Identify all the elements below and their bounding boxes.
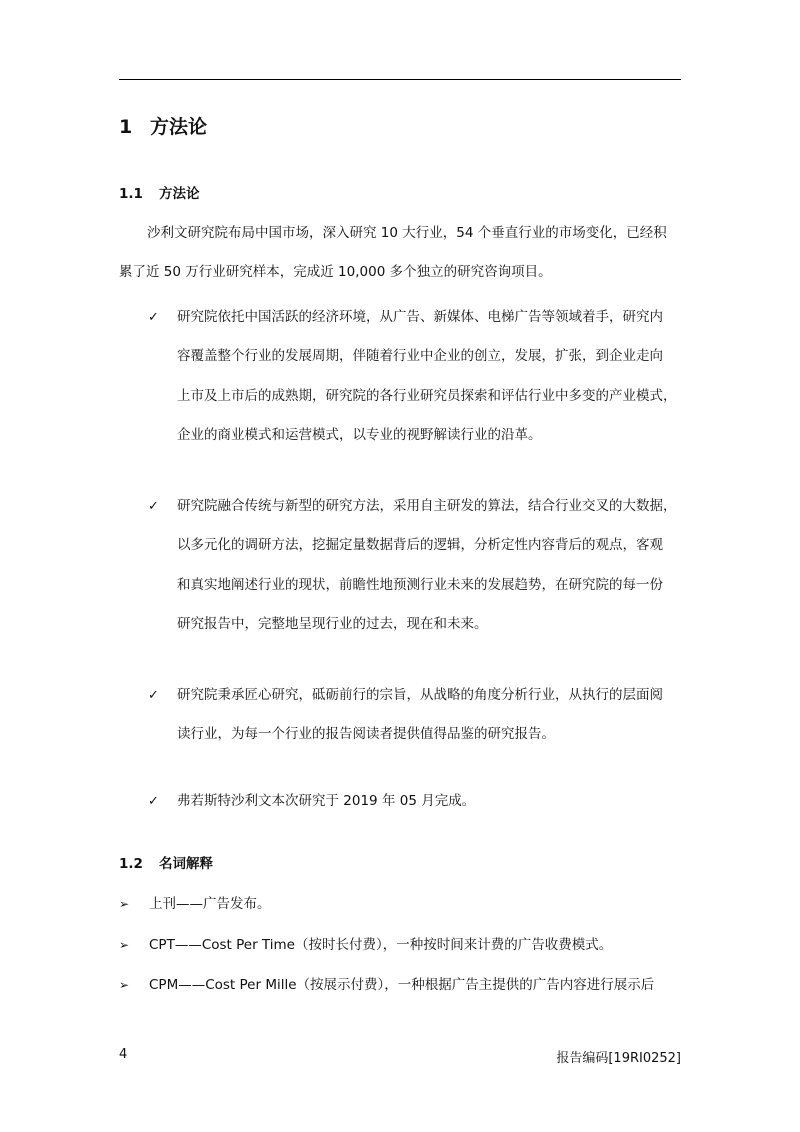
text-line: 上市及上市后的成熟期，研究院的各行业研究员探索和评估行业中多变的产业模式，: [177, 387, 677, 404]
text-line: 研究报告中，完整地呈现行业的过去，现在和未来。: [177, 615, 488, 632]
section-title: 方法论: [159, 186, 200, 202]
checklist-item: [148, 298, 684, 456]
checklist-item-text: [177, 676, 684, 755]
term-item: [119, 975, 684, 995]
page-number: 4: [119, 1047, 128, 1062]
text-line: 容覆盖整个行业的发展周期，伴随着行业中企业的创立，发展，扩张，到企业走向: [177, 348, 663, 365]
check-icon: ✓: [148, 688, 159, 703]
header-rule: [119, 79, 681, 80]
intro-paragraph: [119, 214, 684, 292]
text-line: 企业的商业模式和运营模式，以专业的视野解读行业的沿革。: [177, 426, 542, 443]
text-line: 研究院融合传统与新型的研究方法，采用自主研发的算法，结合行业交叉的大数据，: [177, 498, 677, 514]
section-title: 名词解释: [159, 856, 213, 872]
arrow-bullet-icon: ➢: [119, 938, 130, 952]
check-icon: ✓: [148, 499, 159, 514]
report-code: 报告编码[19RI0252]: [556, 1051, 681, 1066]
checklist-item-text: [177, 298, 684, 455]
term-text: CPT——Cost Per Time（按时长付费），一种按时间来计费的广告收费模式。: [149, 937, 613, 953]
arrow-bullet-icon: ➢: [119, 897, 130, 911]
text-line: 研究院秉承匠心研究，砥砺前行的宗旨，从战略的角度分析行业，从执行的层面阅: [177, 687, 663, 703]
text-line: 研究院依托中国活跃的经济环境，从广告、新媒体、电梯广告等领域着手，研究内: [177, 309, 663, 325]
text-line: 弗若斯特沙利文本次研究于 2019 年 05 月完成。: [177, 793, 476, 809]
check-icon: ✓: [148, 794, 159, 809]
term-text: CPM——Cost Per Mille（按展示付费），一种根据广告主提供的广告内容进行展示后: [149, 977, 655, 993]
text-line: 读行业，为每一个行业的报告阅读者提供值得品鉴的研究报告。: [177, 726, 555, 743]
arrow-bullet-icon: ➢: [119, 978, 130, 992]
checklist-item-text: [177, 487, 684, 644]
check-icon: ✓: [148, 310, 159, 325]
section-number: 1.2: [119, 856, 143, 872]
intro-line: 沙利文研究院布局中国市场，深入研究 10 大行业，54 个垂直行业的市场变化，已经积: [147, 225, 667, 241]
section-number: 1: [119, 116, 133, 138]
checklist-item: [148, 676, 684, 756]
section-heading-1: [119, 112, 207, 139]
term-item: [119, 935, 684, 955]
term-item: [119, 894, 684, 914]
text-line: 以多元化的调研方法，挖掘定量数据背后的逻辑，分析定性内容背后的观点，客观: [177, 537, 663, 554]
text-line: 和真实地阐述行业的现状，前瞻性地预测行业未来的发展趋势，在研究院的每一份: [177, 576, 663, 593]
section-heading-1-2: [119, 852, 213, 872]
intro-line: 累了近 50 万行业研究样本，完成近 10,000 多个独立的研究咨询项目。: [119, 264, 552, 280]
section-number: 1.1: [119, 186, 143, 202]
checklist-item: [148, 487, 684, 645]
term-text: 上刊——广告发布。: [149, 896, 271, 912]
section-heading-1-1: [119, 182, 200, 202]
checklist-item-text: [177, 782, 684, 821]
section-title: 方法论: [150, 116, 208, 138]
checklist-item: [148, 782, 684, 822]
